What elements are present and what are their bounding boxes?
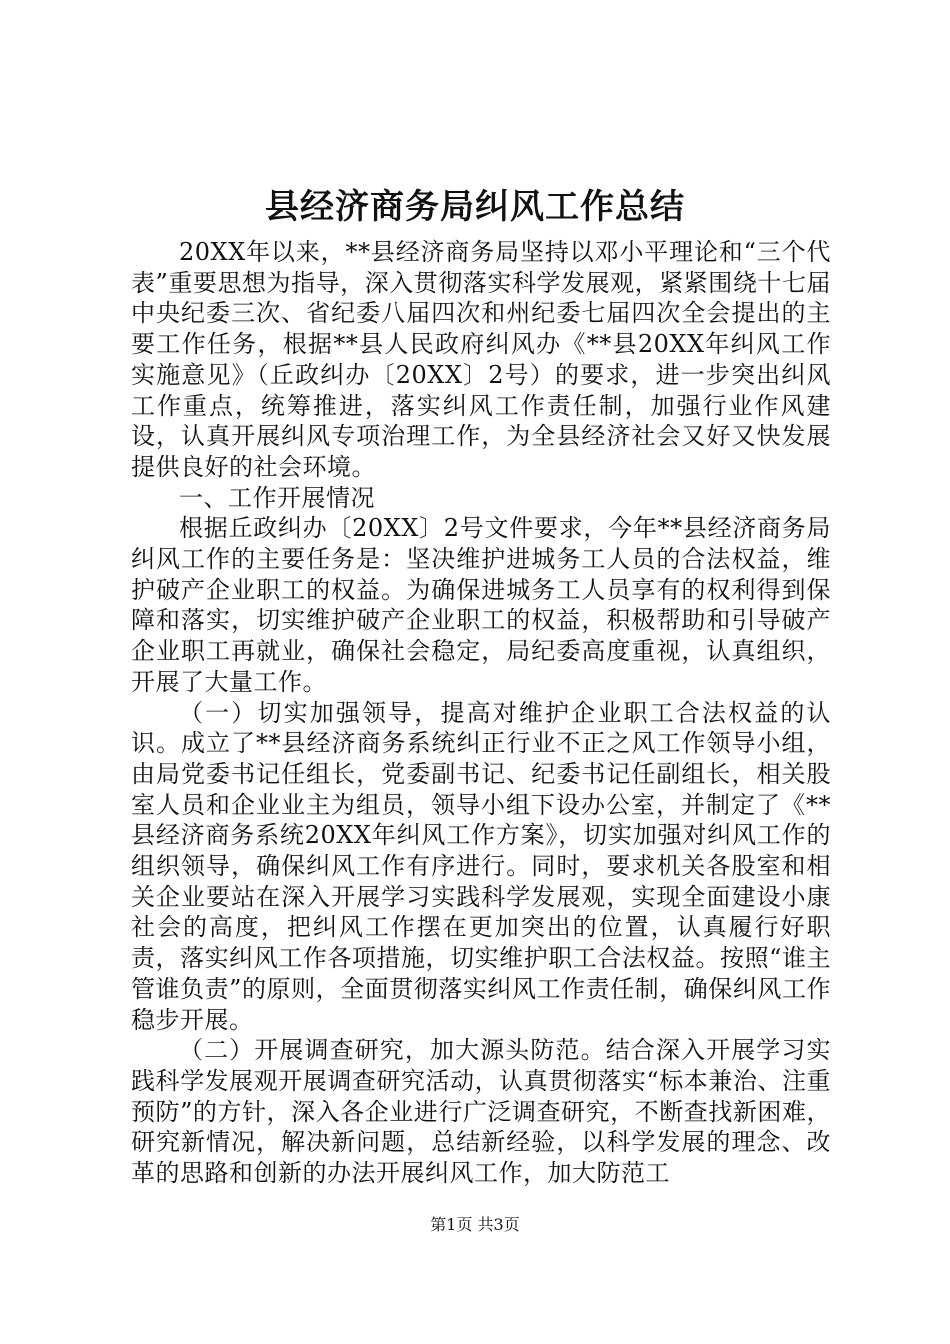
document-body — [131, 237, 831, 1189]
section-heading-1: 一、工作开展情况 — [179, 483, 375, 512]
paragraph-leadership: （一）切实加强领导，提高对维护企业职工合法权益的认识。成立了**县经济商务系统纠正行业不正之风工作领导小组，由局党委书记任组长，党委副书记、纪委书记任副组长，相关股室人员和企业业主为组员，领导小组下设办公室，并制定了《**县经济商务系统20XX年纠风工作方案》，切实加强对纠风工作的组织领导，确保纠风工作有序进行。同时，要求机关各股室和相关企业要站在深入开展学习实践科学发展观，实现全面建设小康社会的高度，把纠风工作摆在更加突出的位置，认真履行好职责，落实纠风工作各项措施，切实维护职工合法权益。按照“谁主管谁负责”的原则，全面贯彻落实纠风工作责任制，确保纠风工作稳步开展。 — [131, 698, 831, 1034]
paragraph-intro: 20XX年以来，**县经济商务局坚持以邓小平理论和“三个代表”重要思想为指导，深入贯彻落实科学发展观，紧紧围绕十七届中央纪委三次、省纪委八届四次和州纪委七届四次全会提出的主要工作任务，根据**县人民政府纠风办《**县20XX年纠风工作实施意见》（丘政纠办〔20XX〕2号）的要求，进一步突出纠风工作重点，统筹推进，落实纠风工作责任制，加强行业作风建设，认真开展纠风专项治理工作，为全县经济社会又好又快发展提供良好的社会环境。 — [131, 238, 831, 481]
page-footer: 第1页 共3页 — [430, 1215, 520, 1234]
paragraph-tasks: 根据丘政纠办〔20XX〕2号文件要求，今年**县经济商务局纠风工作的主要任务是：坚决维护进城务工人员的合法权益，维护破产企业职工的权益。为确保进城务工人员享有的权利得到保障和落实，切实维护破产企业职工的权益，积极帮助和引导破产企业职工再就业，确保社会稳定，局纪委高度重视，认真组织，开展了大量工作。 — [131, 514, 831, 696]
document-title: 县经济商务局纠风工作总结 — [265, 187, 685, 227]
paragraph-research: （二）开展调查研究，加大源头防范。结合深入开展学习实践科学发展观开展调查研究活动，认真贯彻落实“标本兼治、注重预防”的方针，深入各企业进行广泛调查研究，不断查找新困难，研究新情况，解决新问题，总结新经验，以科学发展的理念、改革的思路和创新的办法开展纠风工作，加大防范工 — [131, 1036, 831, 1188]
